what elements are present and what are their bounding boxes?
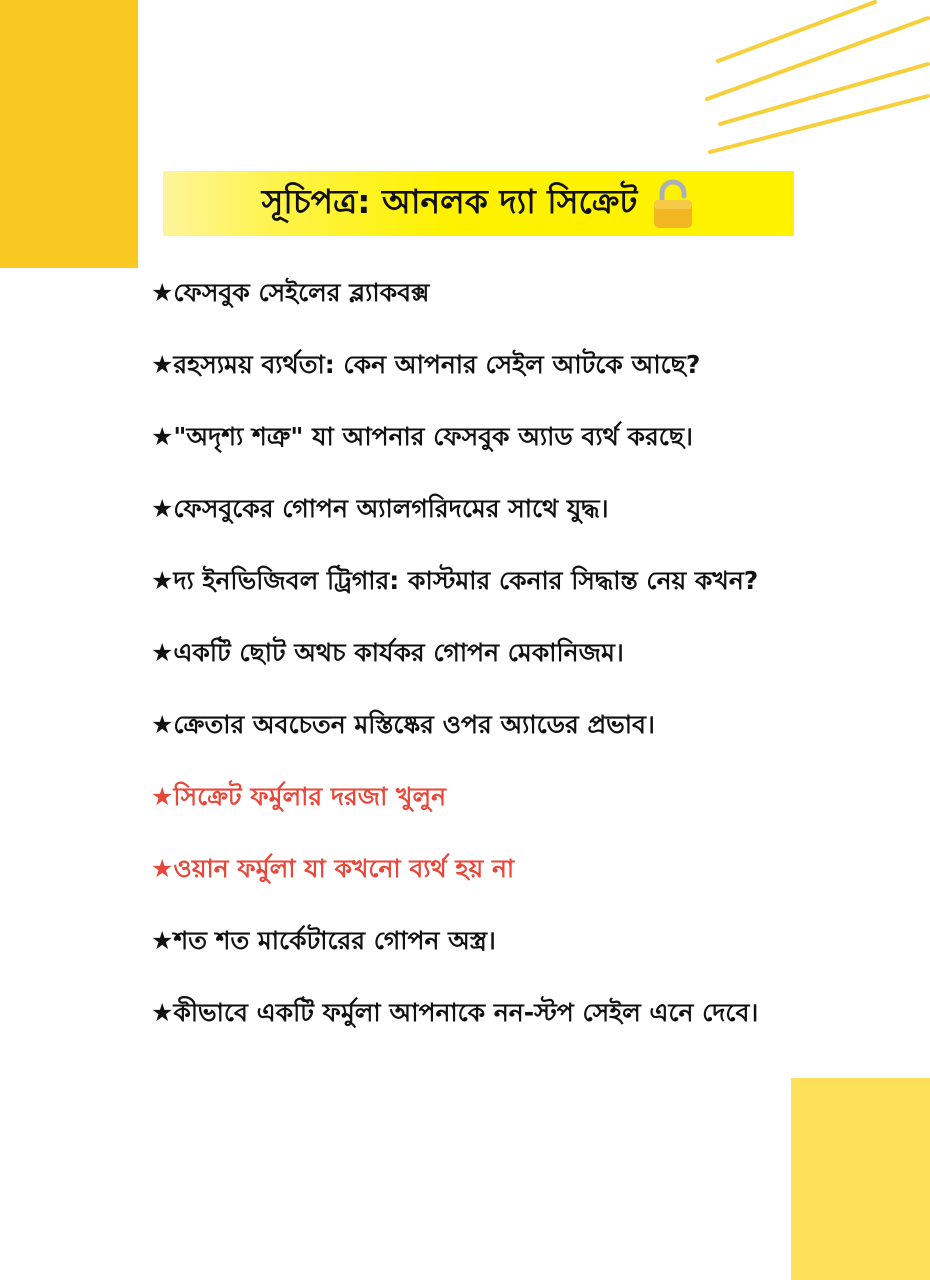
decorative-diagonal-lines (0, 0, 930, 170)
toc-item: ★ওয়ান ফর্মুলা যা কখনো ব্যর্থ হয় না (151, 854, 515, 883)
corner-block-bottom-right (791, 1078, 930, 1280)
toc-item: ★ফেসবুক সেইলের ব্ল্যাকবক্স (151, 278, 430, 307)
toc-item: ★"অদৃশ্য শত্রু" যা আপনার ফেসবুক অ্যাড ব্যর্থ করছে। (151, 422, 693, 451)
page-title: সূচিপত্র: আনলক দ্যা সিক্রেট (261, 181, 638, 221)
toc-item: ★সিক্রেট ফর্মুলার দরজা খুলুন (151, 782, 447, 811)
toc-item: ★শত শত মার্কেটারের গোপন অস্ত্র। (151, 926, 496, 955)
table-of-contents (151, 272, 811, 1064)
toc-item: ★রহস্যময় ব্যর্থতা: কেন আপনার সেইল আটকে আছে? (151, 350, 701, 379)
toc-item: ★কীভাবে একটি ফর্মুলা আপনাকে নন-স্টপ সেইল এনে দেবে। (151, 998, 759, 1027)
toc-item: ★ক্রেতার অবচেতন মস্তিষ্কের ওপর অ্যাডের প্রভাব। (151, 710, 655, 739)
toc-item: ★একটি ছোট অথচ কার্যকর গোপন মেকানিজম। (151, 638, 624, 667)
open-lock-icon (651, 178, 695, 230)
toc-item: ★দ্য ইনভিজিবল ট্রিগার: কাস্টমার কেনার সিদ্ধান্ত নেয় কখন? (151, 566, 759, 595)
toc-item: ★ফেসবুকের গোপন অ্যালগরিদমের সাথে যুদ্ধ। (151, 494, 609, 523)
title-banner (163, 171, 794, 236)
